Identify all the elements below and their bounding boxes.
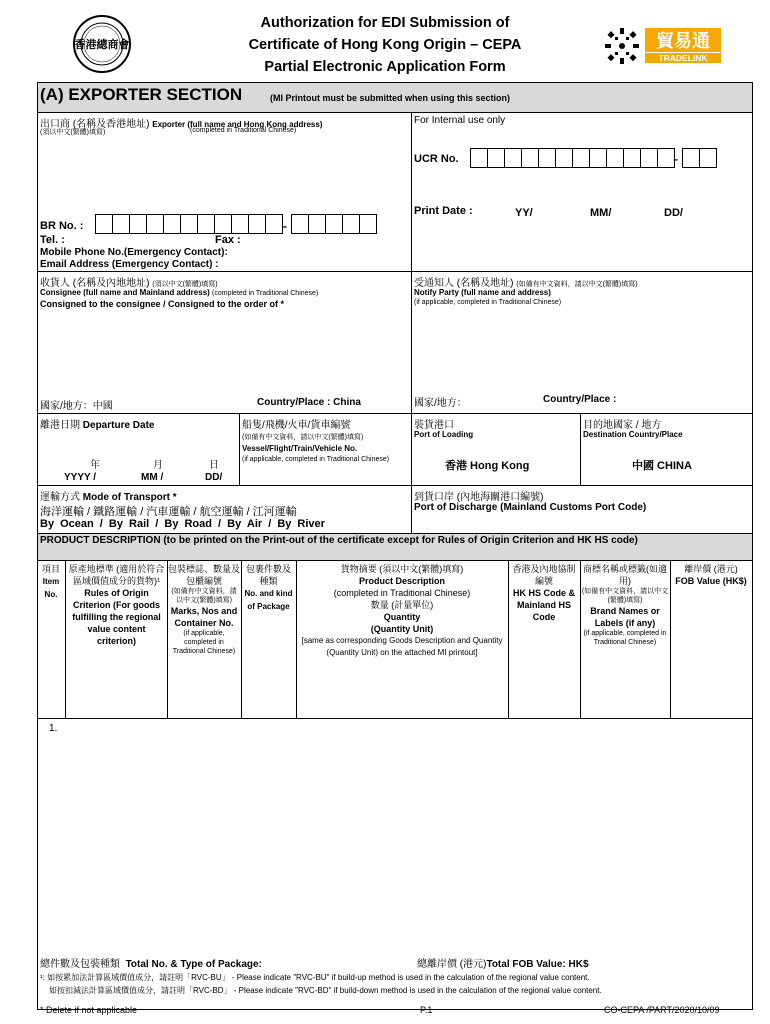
departure-year-zh: 年 — [90, 460, 100, 471]
col-marks — [168, 563, 240, 656]
col-brand-zh: 商標名稱或標籤(如適用) — [583, 564, 667, 586]
consignee-label — [40, 274, 218, 289]
total-packages-en: Total No. & Type of Package: — [125, 959, 262, 970]
tel-label: Tel. : — [40, 234, 65, 246]
ucr-check-boxes[interactable] — [682, 148, 716, 168]
consignee-label-en-row — [40, 288, 318, 297]
consignee-label-en: Consignee (full name and Mainland address) — [40, 288, 210, 297]
col-desc-en: Product Description — [358, 576, 445, 586]
destination-label-en: Destination Country/Place — [583, 430, 683, 439]
notify-label-en-note: (if applicable, completed in Traditional Chinese) — [414, 299, 562, 306]
col-description — [297, 563, 507, 659]
col-brand-en-note: (if applicable, completed in Traditional Chinese) — [583, 630, 667, 646]
mobile-label: Mobile Phone No.(Emergency Contact): — [40, 247, 228, 258]
ucr-label: UCR No. — [414, 153, 459, 165]
br-no-boxes[interactable] — [95, 214, 282, 234]
total-packages-zh: 總件數及包裝種類 — [40, 959, 120, 970]
col-package — [242, 563, 295, 613]
col-marks-en: Marks, Nos and Container No. — [170, 606, 238, 628]
notify-country-en: Country/Place : — [543, 394, 617, 405]
col-marks-note: (如備有中文資料，請以中文(繁體)填寫) — [171, 588, 237, 604]
col-desc-qty-zh: 數量 (計量單位) — [370, 600, 434, 610]
departure-label-en: Departure Date — [82, 420, 155, 431]
br-no-label: BR No. : — [40, 220, 84, 232]
col-brand — [581, 563, 669, 647]
email-label: Email Address (Emergency Contact) : — [40, 259, 219, 270]
col-desc-zh: 貨物摘要 (須以中文(繁體)填寫) — [340, 564, 464, 574]
col-package-zh: 包裹件數及種類 — [245, 564, 291, 586]
destination-value: 中國 CHINA — [632, 460, 692, 472]
section-a-note: (MI Printout must be submitted when using this section) — [270, 93, 511, 103]
notify-label-en: Notify Party (full name and address) — [414, 288, 551, 297]
transport-label-en: Mode of Transport * — [82, 492, 177, 503]
application-form: (A) EXPORTER SECTION (MI Printout must be submitted when using this section) 出口商 (名稱及香港地址) Exporter (full name and Hong Kong address) (須以中文(繁體)填寫) (completed in Traditional Chinese) BR No. : - Tel. : Fax : Mobile Phone No.(Emergency Contact): Email Address (Emergency Contact) : For Internal use only UCR No. - Print Date : YY/ MM/ DD/ 收貨人 (名稱及內地地址) (須以中文(繁體)填寫) Consignee (full name and Mainland address) (completed in Traditional Chinese) Consigned to the consignee / Consigned to the order of * 國家/地方：中國 Country/Place : China 受通知人 (名稱及地址) (如備有中文資料，請以中文(繁體)填寫) Notify Party (full name and address) (if applicable, completed in Traditional Chinese) 國家/地方： Country/Place : 離港日期 Departure Date 年 月 日 YYYY / MM / DD/ 船隻/飛機/火車/貨車編號 (如備有中文資料，請以中文(繁體)填寫) Vessel/Flight/Train/Vehicle No. (if applicable, completed in Traditional Chinese) 裝貨港口 Port of Loading 香港 Hong Kong 目的地國家 / 地方 Destination Country/Place 中國 CHINA 運輸方式 Mode of Transport * 海洋運輸 / 鐵路運輸 / 汽車運輸 / 航空運輸 / 江河運輸 By Ocean / By Rail / By Road / By Air / By River 到貨口岸 (內地海關港口編號) Port of Discharge (Mainland Customs Port Code) PRODUCT DESCRIPTION (to be printed on the Print-out of the certificate except for Rules of Origin Criterion and HK HS code) 項目 Item No. 原產地標準 (適用於符合區域價值成分的貨物)¹ Rules of Origin Criterion (For goods fulfilling the regional value content criterion) 包裝標誌、數量及包櫃編號 (如備有中文資料，請以中文(繁體)填寫) Marks, Nos and Container No. (if applicable, completed in Traditional Chinese) 包裹件數及種類 No. and kind of Package 貨物摘要 (須以中文(繁體)填寫) Product Description (completed in Traditional Chinese) 數量 (計量單位) Quantity (Quantity Unit) [same as corresponding Goods Description and Quantity (Quantity Unit) on the attached MI printout] 香港及內地協制編號 HK HS Code & Mainland HS Code 商標名稱或標籤(如適用) (如備有中文資料，請以中文(繁體)填寫) Brand Names or Labels (if any) (if applicable, completed in Traditional Chinese) 離岸價 (港元) FOB Value (HK$) 1. 總件數及包裝種類 Total No. & Type of Package: 總離岸價 (港元)Total FOB Value: HK$ ¹: 如按累加法計算區域價值成分，請註明「RVC-BU」 - Please indicate "RVC-BU" if build-up method is used in the calculation of the regional value content. 如按扣減法計算區域價值成分，請註明「RVC-BD」 - Please indicate "RVC-BD" if build-down method is used in the calculation of the regional value content. — [37, 82, 753, 1012]
transport-label-zh: 運輸方式 — [40, 492, 80, 503]
seal-text: 香港總商會 — [74, 38, 130, 51]
total-packages — [40, 955, 262, 970]
tradelink-zh: 貿易通 — [656, 31, 710, 52]
consignee-country-zh: 國家/地方：中國 — [40, 401, 113, 412]
total-fob-en: Total FOB Value: HK$ — [486, 959, 589, 970]
form-code: CO-CEPA /PART/2020/10/09 — [604, 1005, 720, 1015]
fax-label: Fax : — [215, 234, 241, 246]
title-line-1: Authorization for EDI Submission of — [260, 15, 510, 31]
col-package-en: No. and kind of Package — [244, 589, 293, 611]
title-line-3: Partial Electronic Application Form — [264, 59, 506, 75]
notify-label-zh-note: (如備有中文資料，請以中文(繁體)填寫) — [516, 281, 638, 288]
title-line-2: Certificate of Hong Kong Origin – CEPA — [248, 37, 522, 53]
col-rules-zh: 原產地標準 (適用於符合區域價值成分的貨物)¹ — [68, 564, 165, 586]
col-desc-qty-unit: (Quantity Unit) — [370, 624, 434, 634]
print-date-label: Print Date : — [414, 205, 473, 217]
departure-label-zh: 離港日期 — [40, 420, 80, 431]
notify-label — [414, 274, 638, 289]
tradelink-logo — [605, 26, 735, 71]
section-a-title: (A) EXPORTER SECTION — [40, 85, 243, 104]
exporter-sub-en: (completed in Traditional Chinese) — [190, 127, 297, 134]
departure-label — [40, 416, 154, 431]
col-desc-same: [same as corresponding Goods Description and Quantity (Quantity Unit) on the attached MI printout] — [301, 636, 503, 657]
loading-label-en: Port of Loading — [414, 430, 474, 439]
vessel-note-zh: (如備有中文資料，請以中文(繁體)填寫) — [242, 434, 364, 441]
exporter-label-en: Exporter (full name and Hong Kong address) — [152, 120, 323, 129]
transport-options-zh[interactable]: 海洋運輸 / 鐵路運輸 / 汽車運輸 / 航空運輸 / 江河運輸 — [40, 506, 297, 518]
notify-country-zh: 國家/地方： — [414, 398, 467, 409]
br-branch-boxes[interactable] — [291, 214, 376, 234]
departure-dd: DD/ — [205, 472, 223, 483]
vessel-note-en: (if applicable, completed in Traditional Chinese) — [242, 456, 390, 463]
col-item — [38, 563, 64, 601]
col-fob-zh: 離岸價 (港元) — [684, 564, 738, 574]
col-item-en: Item No. — [42, 577, 60, 599]
destination-label-zh: 目的地國家 / 地方 — [583, 420, 662, 431]
col-brand-note: (如備有中文資料，請以中文(繁體)填寫) — [581, 588, 669, 604]
delete-note: * Delete if not applicable — [40, 1005, 138, 1015]
tradelink-en: TRADELINK — [658, 53, 708, 63]
product-title: PRODUCT DESCRIPTION (to be printed on the Print-out of the certificate except for Rules of Origin Criterion and HK HS code) — [40, 535, 638, 546]
col-rules — [67, 563, 166, 647]
departure-day-zh: 日 — [209, 460, 219, 471]
loading-value: 香港 Hong Kong — [445, 460, 530, 472]
discharge-label-zh: 到貨口岸 (內地海關港口編號) — [414, 492, 544, 503]
departure-mm: MM / — [141, 472, 164, 483]
page-number: P.1 — [420, 1005, 433, 1015]
transport-label — [40, 488, 177, 503]
exporter-sub-zh: (須以中文(繁體)填寫) — [40, 129, 106, 136]
consigned-to: Consigned to the consignee / Consigned to the order of * — [40, 299, 285, 309]
consignee-label-en-note: (completed in Traditional Chinese) — [212, 290, 319, 297]
col-hs-zh: 香港及內地協制編號 — [512, 564, 576, 586]
vessel-label-en: Vessel/Flight/Train/Vehicle No. — [242, 444, 358, 453]
print-date-dd: DD/ — [664, 207, 683, 219]
total-fob-zh: 總離岸價 (港元) — [417, 959, 487, 970]
exporter-label-zh: 出口商 (名稱及香港地址) — [40, 119, 150, 130]
footnote-2: 如按扣減法計算區域價值成分，請註明「RVC-BD」 - Please indicate "RVC-BD" if build-down method is used in the calculation of the regional value content. — [49, 986, 602, 995]
notify-label-zh: 受通知人 (名稱及地址) — [414, 278, 514, 289]
col-fob — [671, 563, 751, 587]
vessel-label-zh: 船隻/飛機/火車/貨車編號 — [242, 420, 351, 431]
col-item-zh: 項目 — [41, 564, 60, 574]
loading-label-zh: 裝貨港口 — [414, 420, 454, 431]
consignee-label-zh: 收貨人 (名稱及內地地址) — [40, 278, 150, 289]
col-hs-en: HK HS Code & Mainland HS Code — [512, 588, 575, 622]
col-marks-en-note: (if applicable, completed in Traditional Chinese) — [172, 630, 236, 655]
col-hs-code — [509, 563, 579, 623]
col-marks-zh: 包裝標誌、數量及包櫃編號 — [168, 564, 241, 586]
discharge-label-en: Port of Discharge (Mainland Customs Port Code) — [414, 502, 647, 513]
footnote-1: ¹: 如按累加法計算區域價值成分，請註明「RVC-BU」 - Please indicate "RVC-BU" if build-up method is used in the calculation of the regional value content. — [40, 973, 590, 982]
col-rules-en: Rules of Origin Criterion (For goods fulfilling the regional value content criterion) — [72, 588, 161, 646]
departure-yyyy: YYYY / — [64, 472, 97, 483]
item-1[interactable]: 1. — [49, 723, 58, 734]
col-brand-en: Brand Names or Labels (if any) — [590, 606, 660, 628]
col-desc-qty-en: Quantity — [383, 612, 421, 622]
ucr-boxes[interactable] — [470, 148, 674, 168]
internal-use-label: For Internal use only — [414, 115, 506, 126]
print-date-mm: MM/ — [590, 207, 612, 219]
transport-options-en[interactable]: By Ocean / By Rail / By Road / By Air / By River — [40, 518, 325, 530]
departure-month-zh: 月 — [153, 460, 163, 471]
total-fob — [417, 955, 589, 970]
col-fob-en: FOB Value (HK$) — [675, 576, 747, 586]
col-desc-en2: (completed in Traditional Chinese) — [333, 588, 471, 598]
consignee-label-zh-note: (須以中文(繁體)填寫) — [152, 281, 218, 288]
print-date-yy: YY/ — [515, 207, 533, 219]
consignee-country-en: Country/Place : China — [257, 397, 361, 408]
